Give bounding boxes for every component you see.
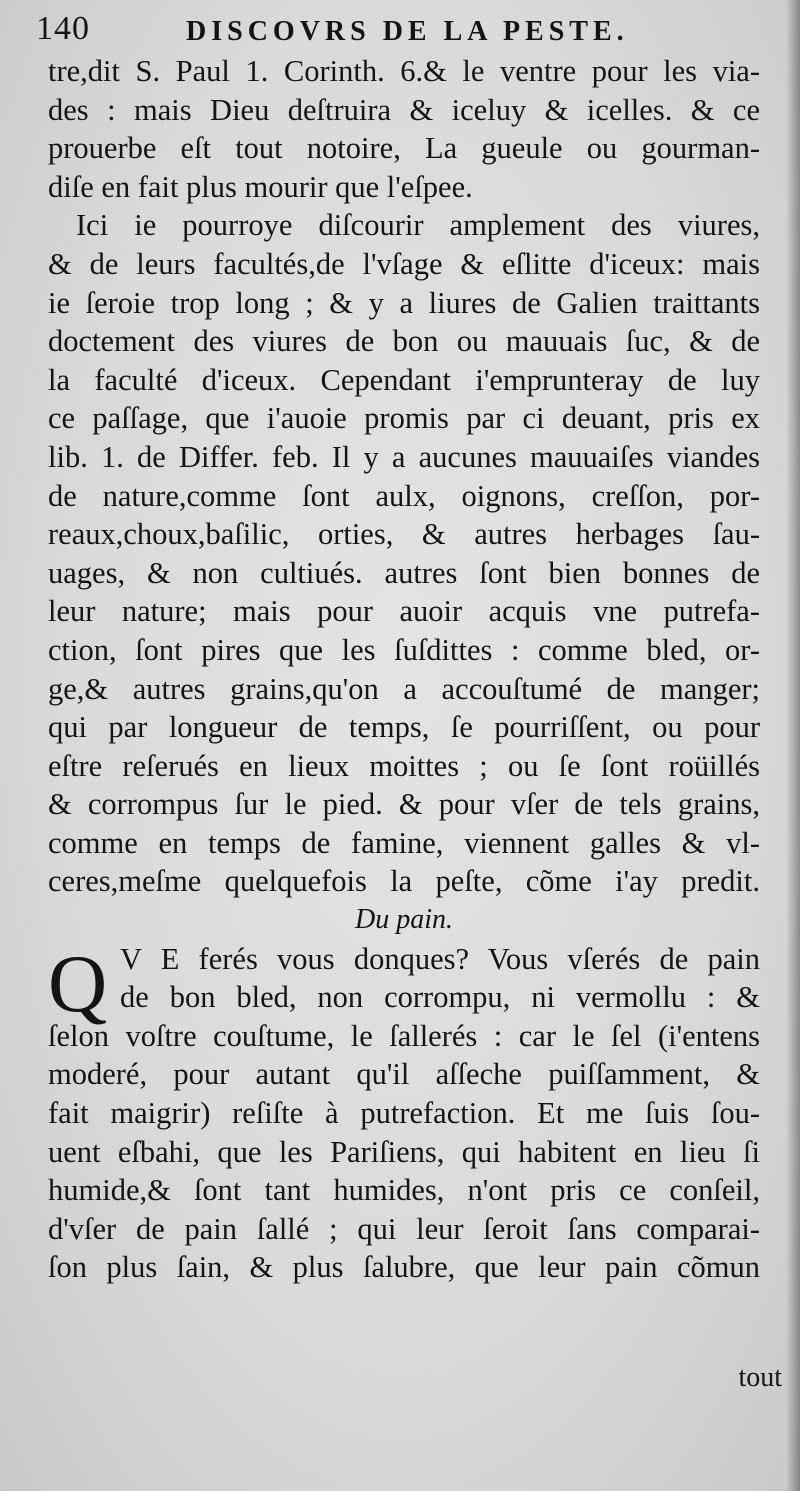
text-line: Ici ie pourroye diſcourir amplement des viures,	[76, 208, 760, 243]
text-line: de nature,comme ſont aulx, oignons, creſſon, por-	[48, 478, 760, 513]
text-line: ſon plus ſain, & plus ſalubre, que leur pain cõmun	[48, 1250, 760, 1285]
section-heading: Du pain.	[355, 904, 453, 936]
text-line: moderé, pour autant qu'il aſſeche puiſſamment, &	[48, 1057, 760, 1092]
text-line: de bon bled, non corrompu, ni vermollu : &	[120, 980, 760, 1015]
text-line: tre,dit S. Paul 1. Corinth. 6.& le ventre pour les via-	[48, 54, 760, 88]
text-line: doctement des viures de bon ou mauuais ſuc, & de	[48, 324, 760, 359]
text-line: qui par longueur de temps, ſe pourriſſent, ou pour	[48, 710, 760, 745]
text-line: uages, & non cultiués. autres ſont bien bonnes de	[48, 555, 760, 590]
page-number: 140	[36, 10, 90, 47]
text-line: humide,& ſont tant humides, n'ont pris ce conſeil,	[48, 1173, 760, 1208]
text-line: V E ferés vous donques? Vous vſerés de pain	[120, 941, 760, 976]
text-line: ge,& autres grains,qu'on a accouſtumé de manger;	[48, 671, 760, 706]
text-line: d'vſer de pain ſallé ; qui leur ſeroit ſans comparai-	[48, 1211, 760, 1246]
paragraph-2	[48, 206, 760, 901]
catchword: tout	[738, 1362, 782, 1393]
paragraph-1	[48, 52, 760, 206]
text-line: ceres,meſme quelquefois la peſte, cõme i'ay predit.	[48, 864, 760, 899]
text-line: eſtre reſerués en lieux moittes ; ou ſe ſont roüillés	[48, 748, 760, 783]
text-line: prouerbe eſt tout notoire, La gueule ou gourman-	[48, 131, 760, 166]
text-line: la faculté d'iceux. Cependant i'emprunteray de luy	[48, 362, 760, 397]
text-line: comme en temps de famine, viennent galles & vl-	[48, 825, 760, 860]
paragraph-3	[48, 937, 760, 1287]
page-edge-shadow	[786, 0, 800, 1491]
text-line: & corrompus ſur le pied. & pour vſer de tels grains,	[48, 787, 760, 822]
drop-cap: Q	[48, 937, 108, 1029]
text-line: ſelon voſtre couſtume, le ſallerés : car le ſel (i'entens	[48, 1018, 760, 1053]
running-head	[36, 10, 756, 50]
text-line: fait maigrir) reſiſte à putrefaction. Et me ſuis ſou-	[48, 1096, 760, 1131]
text-line: lib. 1. de Differ. feb. Il y a aucunes mauuaiſes viandes	[48, 439, 760, 474]
text-line: des : mais Dieu deſtruira & iceluy & icelles. & ce	[48, 92, 760, 127]
running-title: DISCOVRS DE LA PESTE.	[186, 16, 629, 47]
text-line: & de leurs facultés,de l'vſage & eſlitte d'iceux: mais	[48, 246, 760, 281]
text-line: uent eſbahi, que les Pariſiens, qui habitent en lieu ſi	[48, 1134, 760, 1169]
text-line: leur nature; mais pour auoir acquis vne putrefa-	[48, 594, 760, 629]
text-line: ction, ſont pires que les ſuſdittes : comme bled, or-	[48, 632, 760, 667]
text-line: diſe en fait plus mourir que l'eſpee.	[48, 169, 473, 204]
text-line: reaux,choux,baſilic, orties, & autres herbages ſau-	[48, 517, 760, 552]
text-block	[48, 52, 760, 1287]
text-line: ce paſſage, que i'auoie promis par ci deuant, pris ex	[48, 401, 760, 436]
text-line: ie ſeroie trop long ; & y a liures de Galien traittants	[48, 285, 760, 320]
